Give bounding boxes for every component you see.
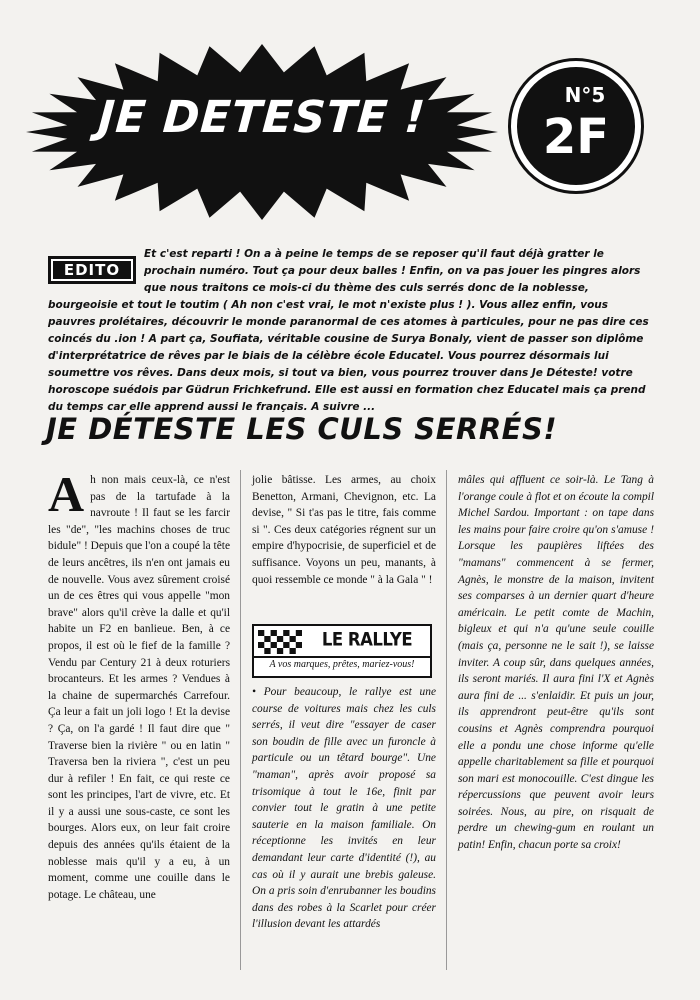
checkered-flag-icon (258, 630, 302, 654)
rallye-divider (254, 656, 430, 658)
article-column-3: mâles qui affluent ce soir-là. Le Tang à l'orange coule à flot et on écoute la compil Michel Sardou. Important : on tape dans les mains pour faire croire qu'on s'amuse ! Lorsque les paupières liftées des "mamans" commencent à se fermer, Agnès, le monstre de la maison, invitent ses comparses à un dernier quart d'heure américain. Le petit comte de Machin, bigleux et qui n'a qu'une seule couille (mais ça, personne ne le sait !), se laisse inviter. A coup sûr, dans quelques années, ils seront mariés. Il aura fini l'X et Agnès aura fini de ... s'enlaidir. Et puis un jour, ils apprendront peut-être qu'ils sont cousins et Agnès comprendra pourquoi elle a pondu une chose informe qu'elle appelle charitablement sa fille et pourquoi son mari est monocouille. C'est dingue les répercussions que peuvent avoir leurs soirées. Nous, au pire, on risquait de perdre un chewing-gum en roulant un patin! Enfin, chacun porte sa croix! (458, 474, 654, 852)
article-column-2: jolie bâtisse. Les armes, au choix Benetton, Armani, Chevignon, etc. La devise, " Si t'as pas le titre, fais comme si ". Ces deux catégories régnent sur un empire d'hypocrisie, de superficiel et de suffisance. Voyons un peu, manants, à quoi ressemble ce monde " à la Gala " ! (252, 474, 436, 586)
issue-price: 2F (542, 109, 610, 165)
column-1-text: h non mais ceux-là, ce n'est pas de la tartufade à la navroute ! Il faut se les farcir les "de", "les machins choses de truc bidule" ! Depuis que l'on a coupé la tête de leurs ancêtres, ils n'en ont jamais eu de nouvelle. Vous avez sûrement croisé un de ces êtres qui vous appelle "mon brave" alors qu'il crève la dalle et qu'il habite un F2 en banlieue. Ben, à ce propos, il est où le fief de la famille ? Vendu par Century 21 à deux roturiers brocanteurs. Et les armes ? Vendues à la chaine de supermarchés Carrefour. Ça leur a fait un joli logo ! Et la devise ? Ça, on l'a gardé ! Il faut dire que " Traverse bien la rivière " ou en latin " Traversa ben la riviera ", c'est un peu dur à refiler ! En fait, ce qui reste ce sont les principes, l'art de vivre, etc. Et il y a aussi une sous-caste, ce sont les bourges. Alors eux, on leur fait croire depuis des années qu'ils étaient de la noblesse mais qu'il y a eu, à un moment, comme une couille dans le potage. Le château, une (48, 474, 230, 901)
rallye-subtitle: A vos marques, prêtes, mariez-vous! (269, 659, 415, 670)
edito-label: EDITO (48, 256, 136, 284)
issue-badge-inner (517, 67, 635, 185)
rallye-box (252, 624, 432, 678)
rallye-title: LE RALLYE (321, 628, 413, 650)
drop-cap: A (48, 466, 85, 522)
column-divider (446, 470, 447, 970)
masthead-title: JE DETESTE ! (96, 92, 428, 143)
rallye-text: • Pour beaucoup, le rallye est une course de voitures mais chez les culs serrés, il veut dire "essayer de caser son boudin de fille avec un furoncle à particule ou un têtard bourge". Une "maman", après avoir proposé sa trisomique à tout le 16e, finit par convier tout le gratin à une petite sauterie en la maison familiale. On réceptionne les invités en leur demandant leur carte d'identité (!), au cas où il y aurait une brebis galeuse. On a pris soin d'enrubanner les boudins dans des robes à la Scarlet pour créer l'illusion devant les attardés (252, 686, 436, 931)
edito-body: Et c'est reparti ! On a à peine le temps de se reposer qu'il faut déjà gratter le prochain numéro. Tout ça pour deux balles ! Enfin, on va pas jouer les pingres alors que nous traitons ce mois-ci du thème des culs serrés donc de la noblesse, bourgeoisie et tout le toutim ( Ah non c'est vrai, le mot n'existe plus ! ). Vous allez enfin, vous pauvres prolétaires, découvrir le monde paranormal de ces atomes à particules, pour ne pas dire ces coincés du .ion ! A part ça, Soufiata, véritable cousine de Surya Bonaly, vient de passer son diplôme d'interprétatrice de rêves par le biais de la célèbre école Educatel. Vous pourrez désormais lui soumettre vos rêves. Dans deux mois, si tout va bien, vous pourrez trouver dans Je Déteste! votre horoscope suédois par Güdrun Frichkefrund. Elle est aussi en formation chez Educatel mais ça prend du temps car elle apprend aussi le français. A suivre ... (48, 248, 649, 413)
edito-text (48, 246, 654, 416)
article-column-1 (48, 466, 230, 903)
column-divider (240, 470, 241, 970)
article-headline: JE DÉTESTE LES CULS SERRÉS! (46, 412, 558, 446)
issue-badge (508, 58, 644, 194)
issue-number: N°5 (564, 83, 606, 107)
